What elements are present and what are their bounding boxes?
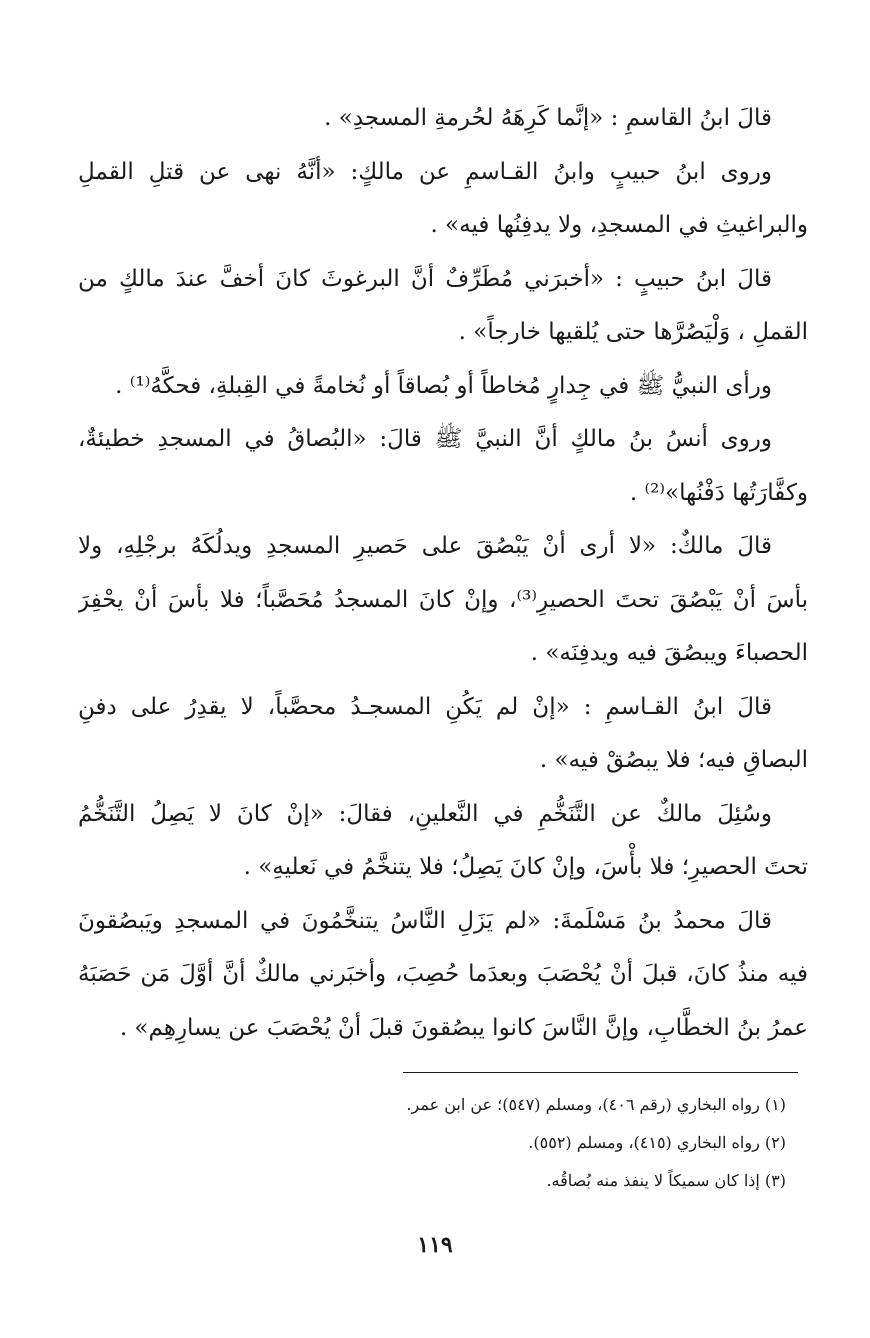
text-line: قالَ محمدُ بنُ مَسْلَمةَ: «لم يَزَلِ النَّاسُ يتنخَّمُونَ في المسجدِ ويَبصُقونَ xyxy=(78,907,772,934)
footnote-divider xyxy=(403,1072,798,1073)
footnote-3: (٣) إذا كان سميكاً لا ينفذ منه بُصاقُه. xyxy=(546,1171,786,1190)
text-line: قالَ ابنُ القـاسمِ : «إنْ لم يَكُنِ المسجـدُ محصَّباً، لا يقدِرُ على دفنِ xyxy=(78,693,772,720)
footnote-2: (٢) رواه البخاري (٤١٥)، ومسلم (٥٥٢). xyxy=(528,1133,786,1152)
footnote-1: (١) رواه البخاري (رقم ٤٠٦)، ومسلم (٥٤٧)؛ عن ابن عمر. xyxy=(406,1095,786,1114)
text-line: بأسَ أنْ يَبْصُقَ تحتَ الحصيرِ⁽³⁾، وإنْ كانَ المسجدُ مُحَصَّباً؛ فلا بأسَ أنْ يحْفِرَ xyxy=(78,586,808,613)
text-line: ورأى النبيُّ ﷺ في جِدارٍ مُخاطاً أو بُصاقاً أو نُخامةً في القِبلةِ، فحكَّهُ⁽¹⁾ . xyxy=(115,372,772,399)
text-line: الحصباءَ ويبصُقَ فيه ويدفِنَه» . xyxy=(530,640,808,666)
text-line: تحتَ الحصيرِ؛ فلا بأْسَ، وإنْ كانَ يَصِلُ؛ فلا يتنخَّمُ في نَعليهِ» . xyxy=(243,854,808,880)
text-line: وسُئِلَ مالكٌ عن التَّنَخُّمِ في النَّعلينِ، فقالَ: «إنْ كانَ لا يَصِلُ التَّنَخُّمُ xyxy=(78,800,772,827)
text-line: القملِ ، وَلْيَصُرَّها حتى يُلقيها خارجاً» . xyxy=(458,319,808,345)
text-line: فيه منذُ كانَ، قبلَ أنْ يُحْصَبَ وبعدَما حُصِبَ، وأخبَرني مالكٌ أنَّ أوَّلَ مَن حَصَبَهُ xyxy=(78,961,808,987)
text-line: والبراغيثِ في المسجدِ، ولا يدفِنُها فيه» . xyxy=(430,212,808,238)
page-number: ١١٩ xyxy=(417,1232,453,1258)
text-line: وكفَّارَتُها دَفْنُها»⁽²⁾ . xyxy=(629,479,808,506)
text-line: وروى أنسُ بنُ مالكٍ أنَّ النبيَّ ﷺ قالَ: «البُصاقُ في المسجدِ خطيئةٌ، xyxy=(78,426,772,452)
text-line: وروى ابنُ حبيبٍ وابنُ القـاسمِ عن مالكٍ: «أنَّهُ نهى عن قتلِ القملِ xyxy=(78,158,772,185)
footnotes xyxy=(78,1086,808,1200)
text-line: عمرُ بنُ الخطَّابِ، وإنَّ النَّاسَ كانوا يبصُقونَ قبلَ أنْ يُحْصَبَ عن يسارِهِم» . xyxy=(119,1014,808,1041)
text-line: قالَ ابنُ حبيبٍ : «أخبرَني مُطَرِّفٌ أنَّ البرغوثَ كانَ أخفَّ عندَ مالكٍ من xyxy=(78,265,772,292)
text-line: البصاقِ فيه؛ فلا يبصُقْ فيه» . xyxy=(539,747,808,773)
text-line: قالَ مالكٌ: «لا أرى أنْ يَبْصُقَ على حَصيرِ المسجدِ ويدلُكَهُ برجْلِهِ، ولا xyxy=(78,533,772,559)
text-line: قالَ ابنُ القاسمِ : «إنَّما كَرِهَهُ لحُرمةِ المسجدِ» . xyxy=(324,105,772,131)
main-text xyxy=(78,92,808,1055)
